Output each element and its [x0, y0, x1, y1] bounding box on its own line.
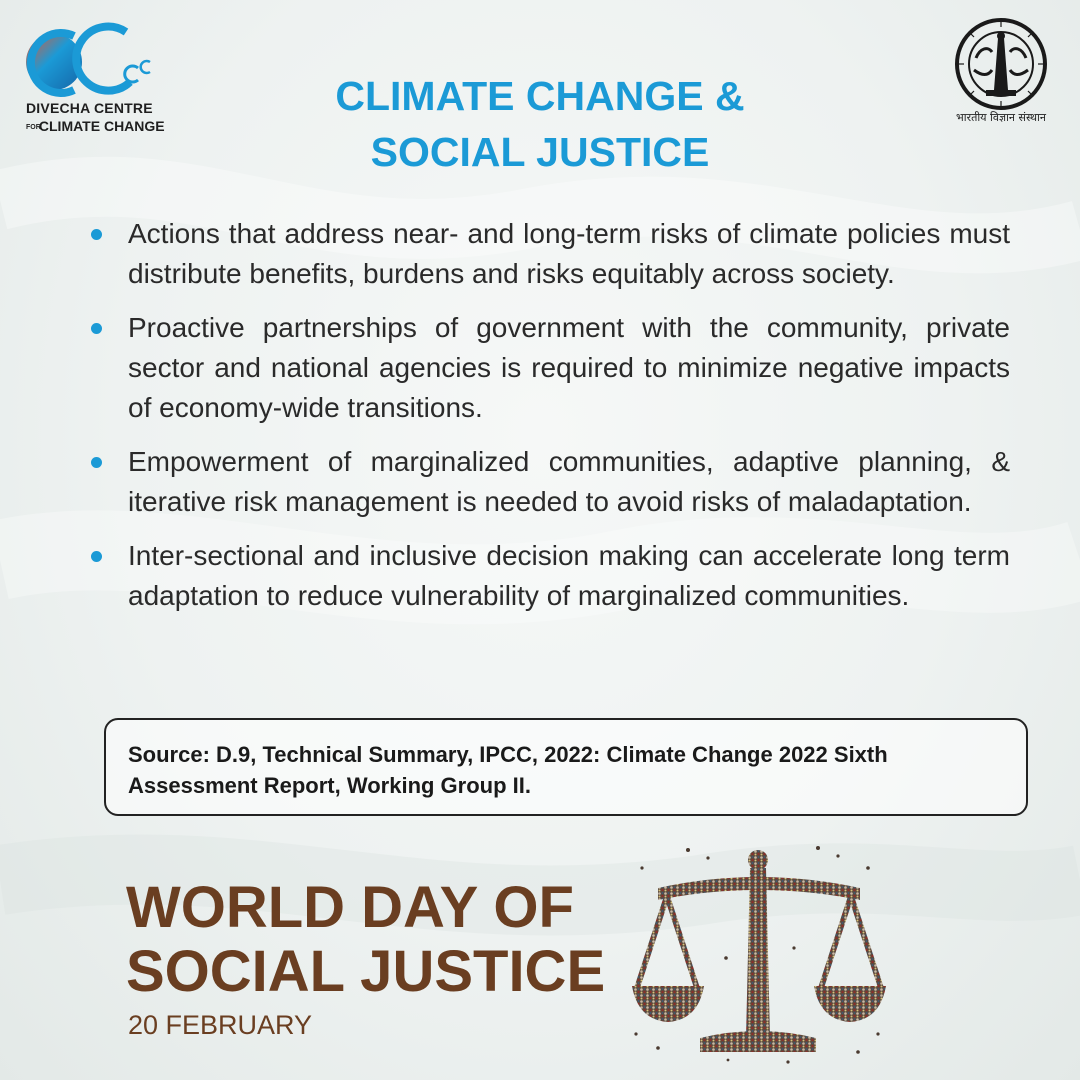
divecha-centre-logo	[22, 18, 165, 138]
event-date: 20 FEBRUARY	[128, 1010, 313, 1040]
iisc-logo	[948, 18, 1060, 128]
source-text: Source: D.9, Technical Summary, IPCC, 2022: Climate Change 2022 Sixth Assessment Report, Working Group II.	[128, 742, 888, 798]
bullet-dot-icon	[91, 229, 102, 240]
bullet-list	[90, 214, 1010, 630]
iisc-hindi-name: भारतीय विज्ञान संस्थान	[955, 111, 1047, 124]
scales-of-justice-crowd-icon	[628, 838, 890, 1066]
bullet-text: Actions that address near- and long-term risks of climate policies must distribute benefits, burdens and risks equitably across society.	[128, 218, 1010, 289]
list-item	[90, 308, 1010, 428]
source-box	[104, 718, 1028, 816]
bullet-dot-icon	[91, 323, 102, 334]
event-title-line-1: WORLD DAY OF	[126, 875, 574, 940]
iisc-seal-icon	[948, 18, 1054, 110]
logo-line-2-text: CLIMATE CHANGE	[38, 118, 165, 134]
bullet-dot-icon	[91, 551, 102, 562]
logo-for: FOR	[26, 123, 41, 131]
bullet-text: Empowerment of marginalized communities, adaptive planning, & iterative risk management is needed to avoid risks of maladaptation.	[128, 446, 1010, 517]
event-title-line-2: SOCIAL JUSTICE	[126, 939, 606, 1004]
page-title-line-2: SOCIAL JUSTICE	[370, 129, 710, 175]
bullet-text: Proactive partnerships of government with the community, private sector and national agencies is required to minimize negative impacts of economy-wide transitions.	[128, 312, 1010, 423]
bullet-text: Inter-sectional and inclusive decision making can accelerate long term adaptation to reduce vulnerability of marginalized communities.	[128, 540, 1010, 611]
logo-line-1: DIVECHA CENTRE	[26, 100, 153, 116]
list-item	[90, 214, 1010, 294]
page-title-line-1: CLIMATE CHANGE &	[335, 73, 745, 119]
list-item	[90, 442, 1010, 522]
bullet-dot-icon	[91, 457, 102, 468]
list-item	[90, 536, 1010, 616]
divecha-emblem-icon	[22, 18, 162, 98]
logo-line-2	[26, 118, 165, 134]
